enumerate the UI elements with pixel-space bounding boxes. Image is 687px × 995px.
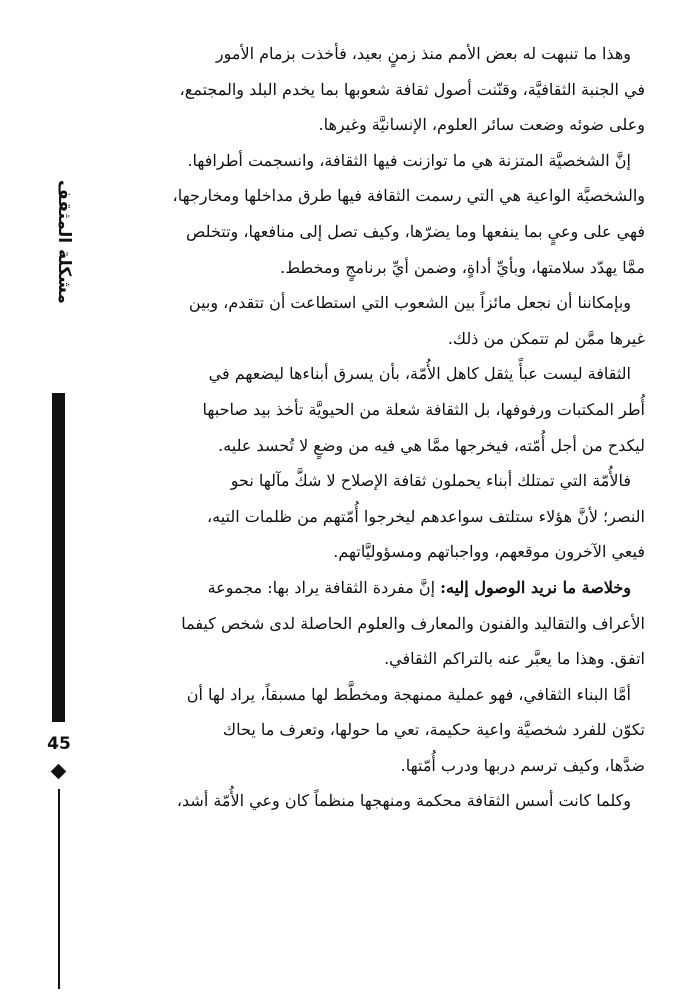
text-line: وبإمكاننا أن نجعل مائزاً بين الشعوب التي استطاعت أن تتقدم، وبين xyxy=(188,293,631,313)
text-line: في الجنبة الثقافيَّة، وقنّنت أصول ثقافة شعوبها بما يخدم البلد والمجتمع، xyxy=(179,79,645,99)
margin-rule xyxy=(58,789,60,989)
running-title: مشكلة المثقف xyxy=(54,180,74,304)
text-line: اتفق. وهذا ما يعبَّر عنه بالتراكم الثقافي. xyxy=(384,649,645,669)
text-line: إنَّ الشخصيَّة المتزنة هي ما توازنت فيها الثقافة، وانسجمت أطرافها. xyxy=(187,150,631,170)
text-line: وكلما كانت أسس الثقافة محكمة ومنهجها منظماً كان وعي الأُمّة أشد، xyxy=(176,791,631,811)
text-line: وهذا ما تنبهت له بعض الأمم منذ زمنٍ بعيد، فأخذت بزمام الأمور xyxy=(215,44,631,63)
diamond-ornament-icon xyxy=(51,764,67,780)
text-line: الثقافة ليست عبأً يثقل كاهل الأُمّة، بأن يسرق أبناءها ليضعهم في xyxy=(208,364,631,384)
text-line: فالأُمّة التي تمتلك أبناء يحملون ثقافة الإصلاح لا شكَّ مآلها نحو xyxy=(230,471,631,491)
summary-lead: وخلاصة ما نريد الوصول إليه: xyxy=(440,577,631,597)
page-margin xyxy=(30,0,85,995)
text-line: أُطر المكتبات ورفوفها، بل الثقافة شعلة من الحيويَّة تأخذ بيد صاحبها xyxy=(202,399,645,419)
text-line: فيعي الآخرون موقعهم، وواجباتهم ومسؤوليَّاتهم. xyxy=(333,542,645,562)
text-line: غيرها ممَّن لم تتمكن من ذلك. xyxy=(447,328,645,348)
page-number: 45 xyxy=(47,734,71,754)
text-fragment: إنَّ مفردة الثقافة يراد بها: مجموعة xyxy=(207,577,436,597)
text-line xyxy=(92,570,645,606)
margin-bar xyxy=(52,393,65,722)
text-line: تكوّن للفرد شخصيَّة واعية حكيمة، تعي ما حولها، وتعرف ما يحاك xyxy=(222,720,645,740)
text-line: وعلى ضوئه وضعت سائر العلوم، الإنسانيَّة وغيرها. xyxy=(318,115,645,135)
text-line: النصر؛ لأنَّ هؤلاء ستلتف سواعدهم ليخرجوا أُمّتهم من ظلمات التيه، xyxy=(206,506,645,526)
text-line: فهي على وعيٍ بما ينفعها وما يضرّها، وكيف تصل إلى منافعها، وتتخلص xyxy=(186,221,645,241)
body-text xyxy=(92,36,645,819)
text-line: أمَّا البناء الثقافي، فهو عملية ممنهجة ومخطَّط لها مسبقاً، يراد لها أن xyxy=(186,684,631,704)
text-line: ضدَّها، وكيف ترسم دربها ودرب أُمّتها. xyxy=(400,755,645,775)
text-line: الأعراف والتقاليد والفنون والمعارف والعلوم الحاصلة لدى شخص كيفما xyxy=(181,613,645,633)
text-line: والشخصيَّة الواعية هي التي رسمت الثقافة فيها طرق مداخلها ومخارجها، xyxy=(172,186,645,206)
text-line: ليكدح من أجل أُمّته، فيخرجها ممَّا هي فيه من وضعٍ لا تُحسد عليه. xyxy=(218,435,645,455)
text-line: ممَّا يهدّد سلامتها، وبأيِّ أداةٍ، وضمن أيِّ برنامجٍ ومخطط. xyxy=(280,257,645,277)
